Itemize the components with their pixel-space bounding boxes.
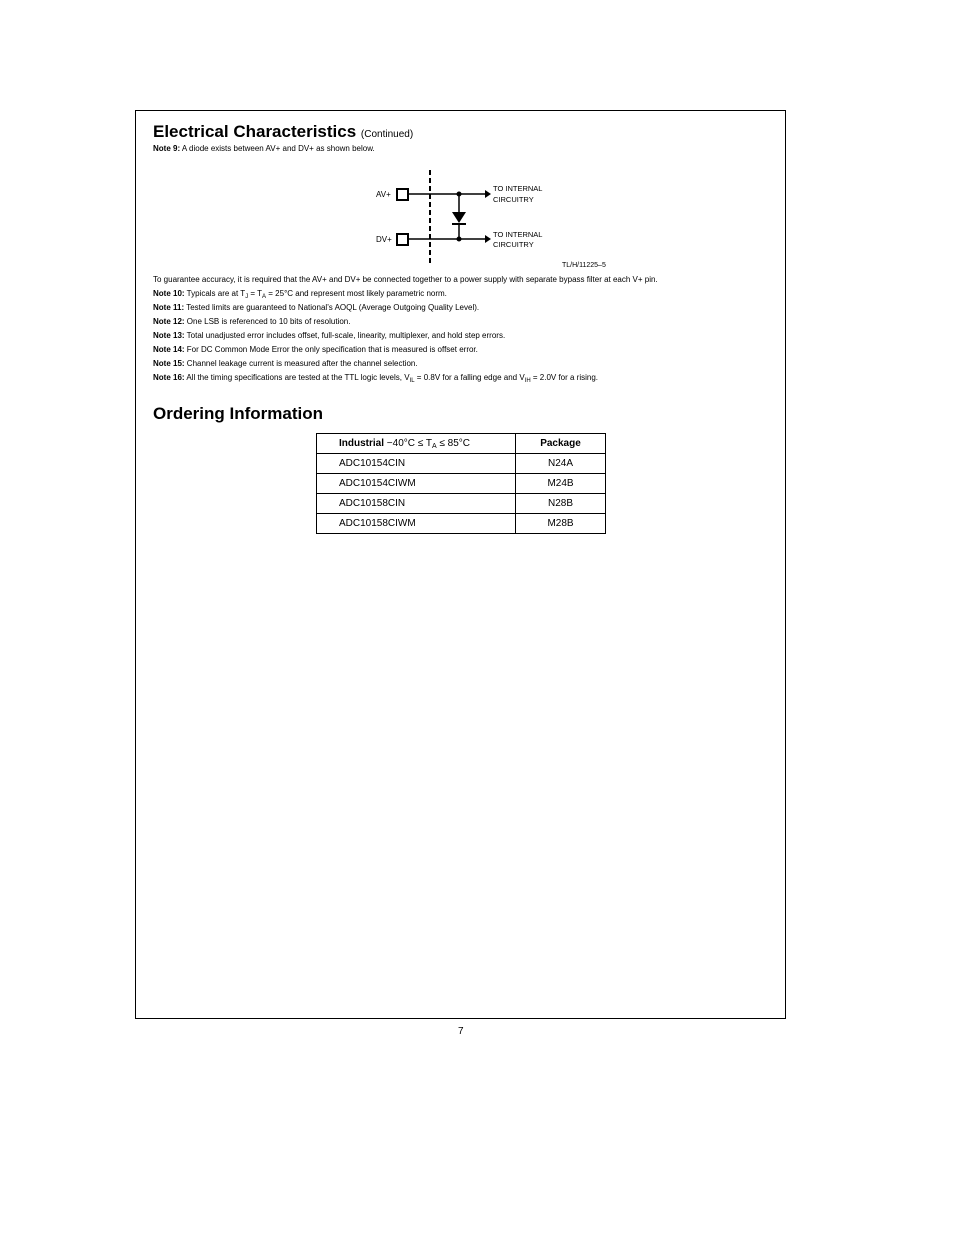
av-arrow xyxy=(485,190,491,198)
diode-diagram xyxy=(370,166,560,266)
continued-label: (Continued) xyxy=(360,129,414,140)
page-number: 7 xyxy=(458,1026,464,1037)
note-13: Note 13: Total unadjusted error includes offset, full-scale, linearity, multiplexer, and hold step errors. xyxy=(153,331,506,340)
note-16: Note 16: All the timing specifications are tested at the TTL logic levels, $V_{IL} = 0.8V$ for a falling edge and $V_{IH} = 2.0V$ for a rising. xyxy=(153,373,599,384)
package-code: M24B xyxy=(516,474,606,494)
dv-pin-square xyxy=(397,234,408,245)
note-15: Note 15: Channel leakage current is measured after the channel selection. xyxy=(153,359,418,368)
note-14: Note 14: For DC Common Mode Error the only specification that is measured is offset error. xyxy=(153,345,478,354)
ordering-table xyxy=(316,433,606,534)
package-code: N24A xyxy=(516,454,606,474)
table-header-row xyxy=(317,434,606,454)
package-code: N28B xyxy=(516,494,606,514)
table-row xyxy=(317,514,606,534)
dv-arrow xyxy=(485,235,491,243)
package-code: M28B xyxy=(516,514,606,534)
out2-line1: TO INTERNAL xyxy=(493,230,543,239)
section-title-electrical: Electrical Characteristics (Continued) xyxy=(153,122,414,141)
out1-line1: TO INTERNAL xyxy=(493,184,543,193)
out1-line2: CIRCUITRY xyxy=(493,195,534,204)
part-number: ADC10154CIWM xyxy=(317,474,516,494)
section-title-ordering: Ordering Information xyxy=(153,404,323,423)
diode-symbol xyxy=(452,212,466,223)
table-row xyxy=(317,494,606,514)
header-package: Package xyxy=(516,434,606,454)
part-number: ADC10158CIN xyxy=(317,494,516,514)
figure-id: TL/H/11225–5 xyxy=(562,262,606,269)
note-12: Note 12: One LSB is referenced to 10 bits of resolution. xyxy=(153,317,351,326)
note-9: Note 9: A diode exists between AV+ and DV+ as shown below. xyxy=(153,144,375,153)
part-number: ADC10158CIWM xyxy=(317,514,516,534)
note-10: Note 10: Typicals are at $T_J = T_A = 25^\circ C$ and represent most likely parametric norm. xyxy=(153,289,447,300)
note-label: Note 9: xyxy=(153,144,181,153)
dv-label: DV+ xyxy=(376,235,392,244)
note-11: Note 11: Tested limits are guaranteed to National’s AOQL (Average Outgoing Quality Level). xyxy=(153,303,480,312)
out2-line2: CIRCUITRY xyxy=(493,240,534,249)
table-row xyxy=(317,474,606,494)
accuracy-text: To guarantee accuracy, it is required that the AV+ and DV+ be connected together to a power supply with separate bypass filter at each V+ pin. xyxy=(153,275,658,284)
part-number: ADC10154CIN xyxy=(317,454,516,474)
table-row xyxy=(317,454,606,474)
av-label: AV+ xyxy=(376,190,391,199)
header-industrial: Industrial $-40^\circ C \le T_A \le 85^\circ C$ xyxy=(317,434,516,454)
av-pin-square xyxy=(397,189,408,200)
